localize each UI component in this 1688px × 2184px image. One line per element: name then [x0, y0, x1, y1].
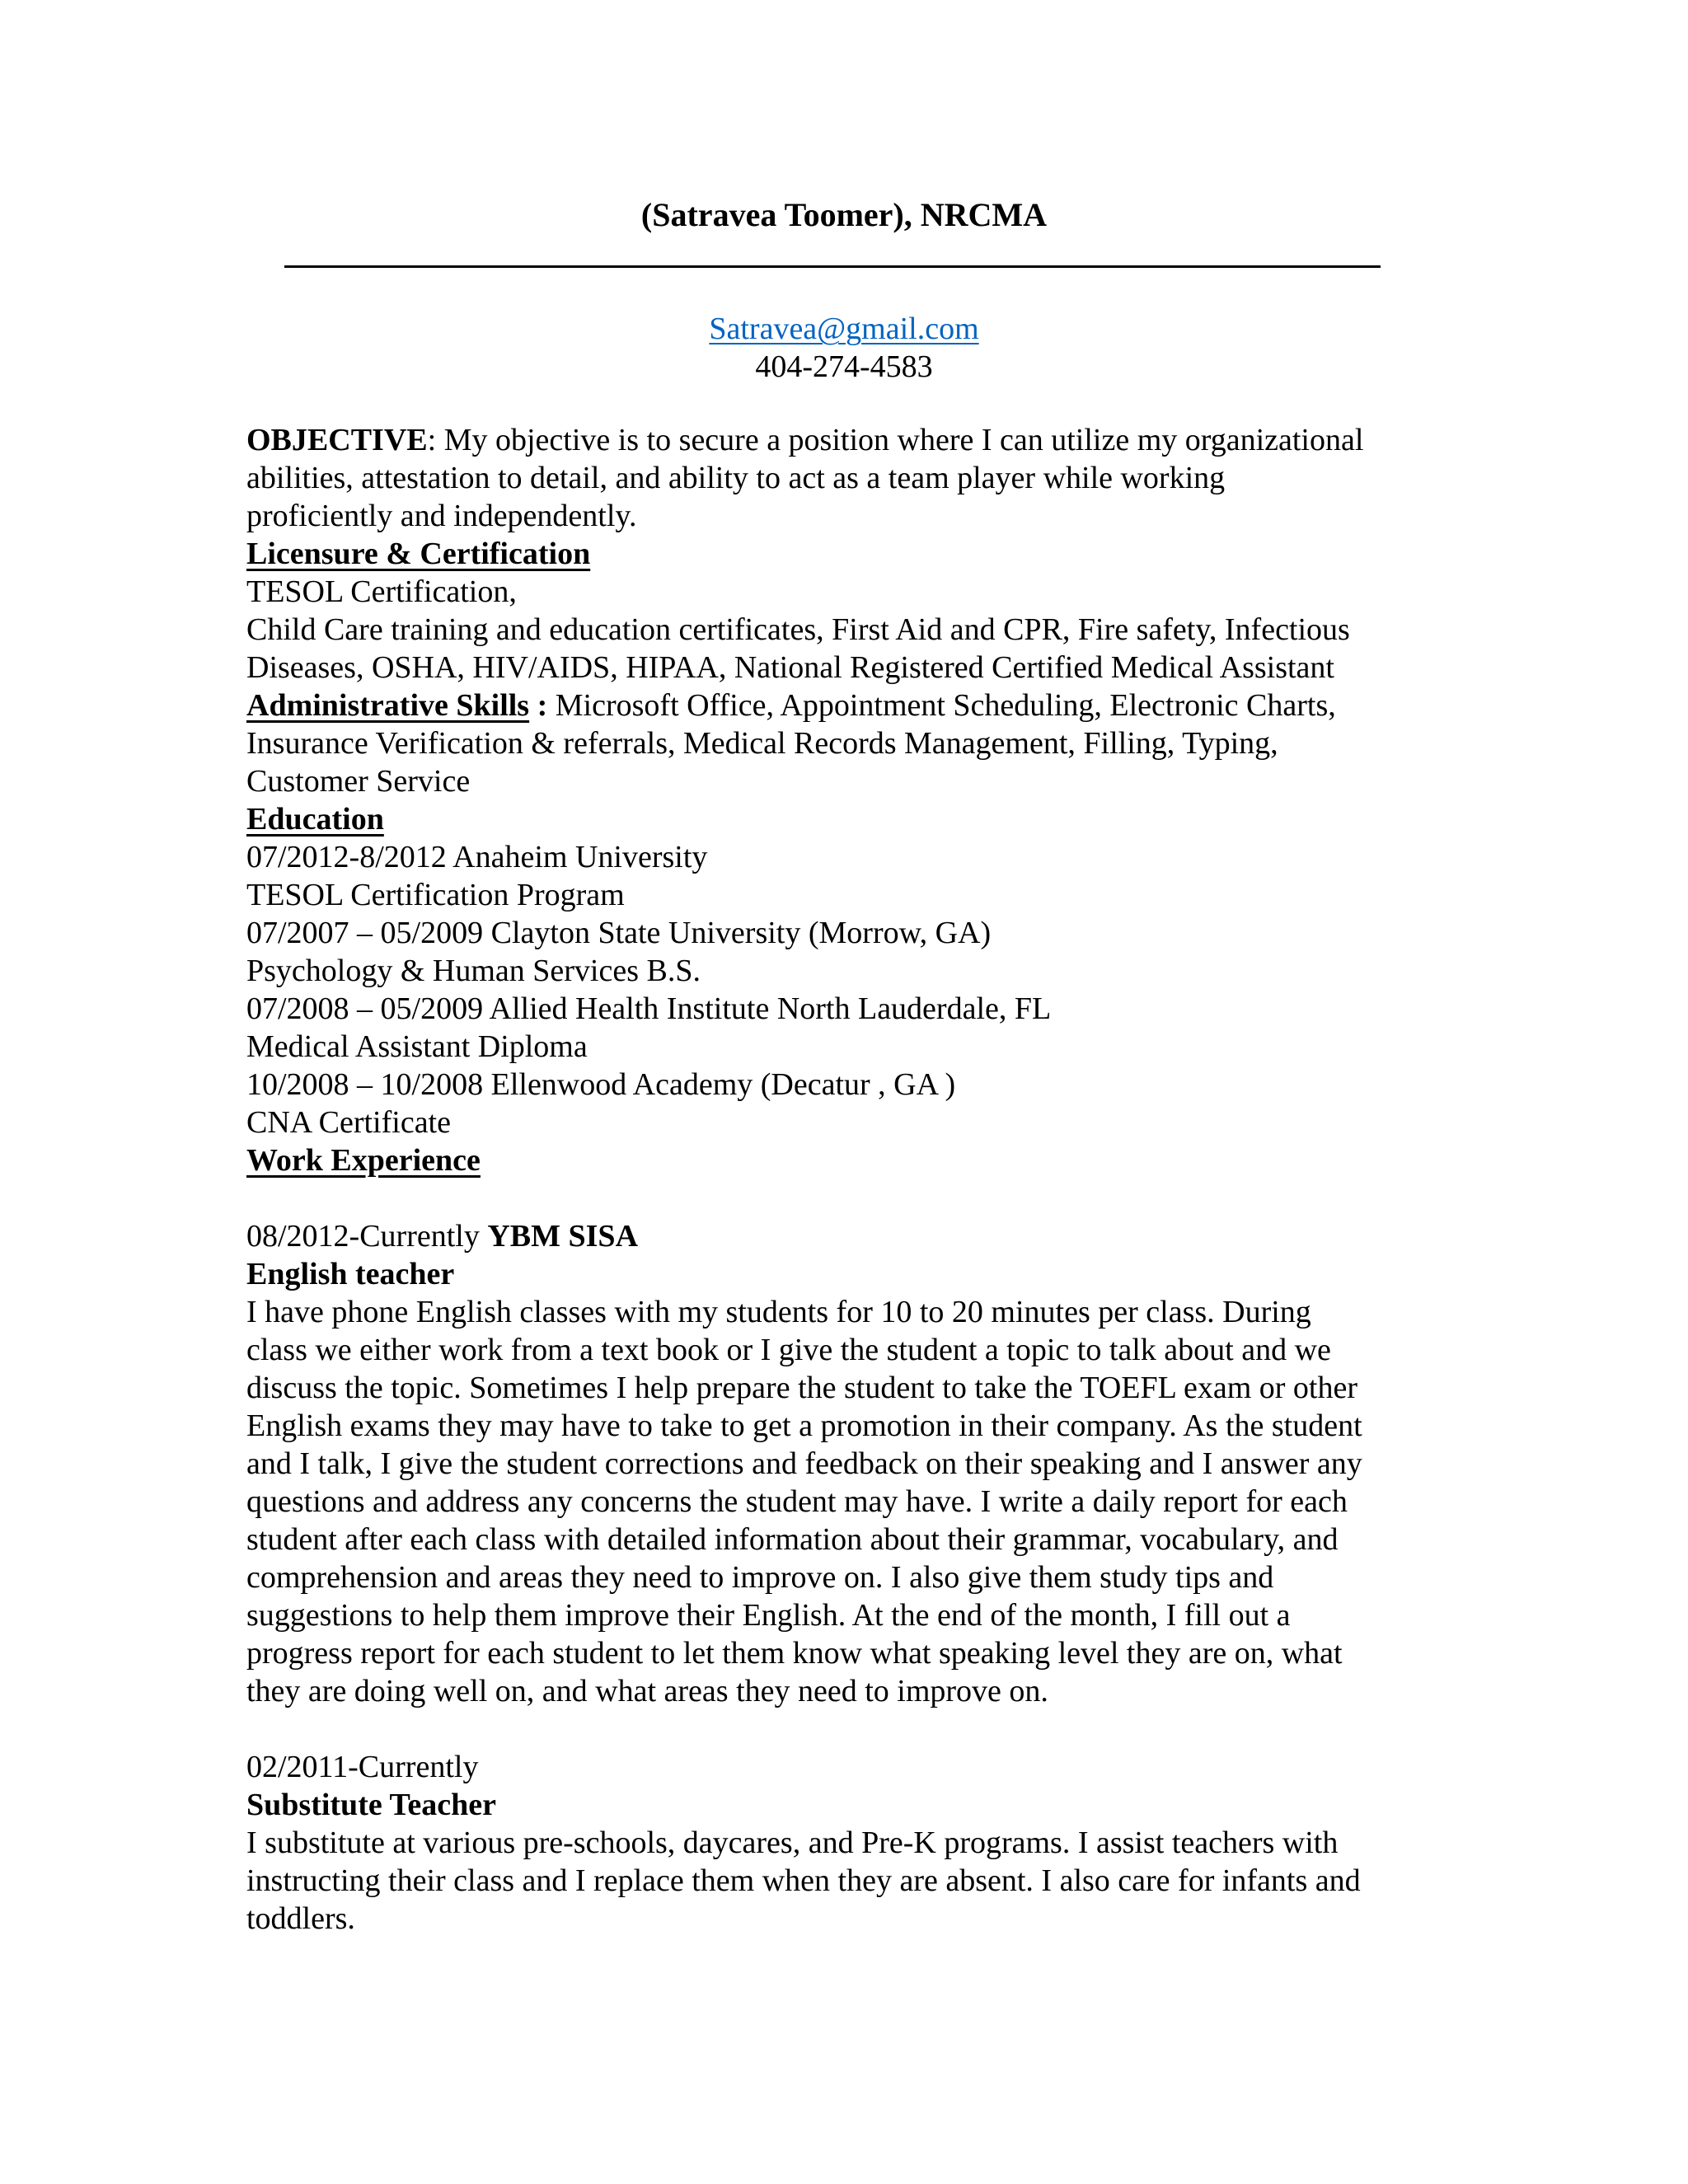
- job-description-line: student after each class with detailed information about their grammar, vocabulary, and: [246, 1522, 1339, 1557]
- admin-skills-heading: Administrative Skills: [246, 688, 530, 723]
- education-item: CNA Certificate: [246, 1105, 451, 1140]
- education-item: TESOL Certification Program: [246, 878, 625, 912]
- job-description-line: questions and address any concerns the student may have. I write a daily report for each: [246, 1484, 1348, 1519]
- job-description-line: English exams they may have to take to get a promotion in their company. As the student: [246, 1408, 1362, 1443]
- work-heading: Work Experience: [246, 1143, 481, 1178]
- admin-skills-text: Microsoft Office, Appointment Scheduling, Electronic Charts,: [547, 688, 1336, 723]
- job-description-line: suggestions to help them improve their English. At the end of the month, I fill out a: [246, 1598, 1291, 1633]
- objective-text: abilities, attestation to detail, and ability to act as a team player while working: [246, 461, 1226, 495]
- job-description-line: instructing their class and I replace them when they are absent. I also care for infants and: [246, 1863, 1361, 1898]
- education-item: 07/2007 – 05/2009 Clayton State University (Morrow, GA): [246, 916, 992, 950]
- job-title: English teacher: [246, 1257, 455, 1291]
- email-link[interactable]: Satravea@gmail.com: [709, 312, 979, 346]
- education-item: 10/2008 – 10/2008 Ellenwood Academy (Decatur , GA ): [246, 1067, 956, 1102]
- job-description-line: I have phone English classes with my students for 10 to 20 minutes per class. During: [246, 1295, 1311, 1329]
- education-heading: Education: [246, 802, 384, 837]
- job-dates-line: [246, 1217, 1450, 1255]
- objective-line: [246, 421, 1450, 459]
- licensure-item: Child Care training and education certificates, First Aid and CPR, Fire safety, Infectious: [246, 612, 1350, 647]
- job-description-line: they are doing well on, and what areas they need to improve on.: [246, 1674, 1048, 1708]
- licensure-item: TESOL Certification,: [246, 574, 517, 609]
- job-description-line: comprehension and areas they need to improve on. I also give them study tips and: [246, 1560, 1274, 1595]
- licensure-item: Diseases, OSHA, HIV/AIDS, HIPAA, National Registered Certified Medical Assistant: [246, 650, 1334, 685]
- education-item: 07/2012-8/2012 Anaheim University: [246, 840, 708, 874]
- job-employer: YBM SISA: [487, 1219, 639, 1254]
- objective-text: proficiently and independently.: [246, 499, 637, 533]
- admin-skills-text: Customer Service: [246, 764, 471, 799]
- email-line: [0, 310, 1688, 348]
- header-rule: [284, 265, 1381, 268]
- objective-label: OBJECTIVE: [246, 423, 428, 457]
- job-description-line: and I talk, I give the student corrections and feedback on their speaking and I answer any: [246, 1446, 1362, 1481]
- job-description-line: progress report for each student to let them know what speaking level they are on, what: [246, 1636, 1343, 1671]
- education-item: Medical Assistant Diploma: [246, 1029, 588, 1064]
- job-description-line: I substitute at various pre-schools, daycares, and Pre-K programs. I assist teachers with: [246, 1825, 1339, 1860]
- job-description-line: discuss the topic. Sometimes I help prepare the student to take the TOEFL exam or other: [246, 1371, 1357, 1405]
- job-dates: 08/2012-Currently: [246, 1219, 488, 1254]
- admin-skills-colon: :: [529, 688, 548, 723]
- job-description-line: class we either work from a text book or I give the student a topic to talk about and we: [246, 1333, 1331, 1367]
- education-item: Psychology & Human Services B.S.: [246, 954, 701, 988]
- education-item: 07/2008 – 05/2009 Allied Health Institute North Lauderdale, FL: [246, 991, 1052, 1026]
- admin-skills-text: Insurance Verification & referrals, Medical Records Management, Filling, Typing,: [246, 726, 1278, 761]
- job-title: Substitute Teacher: [246, 1788, 496, 1822]
- resume-name: (Satravea Toomer), NRCMA: [640, 196, 1048, 233]
- job-dates: 02/2011-Currently: [246, 1750, 479, 1784]
- objective-text: My objective is to secure a position where I can utilize my organizational: [436, 423, 1364, 457]
- admin-skills-line: [246, 687, 1450, 724]
- objective-colon: :: [427, 423, 437, 457]
- phone-number: 404-274-4583: [755, 349, 933, 384]
- job-description-line: toddlers.: [246, 1901, 355, 1936]
- licensure-heading: Licensure & Certification: [246, 537, 591, 571]
